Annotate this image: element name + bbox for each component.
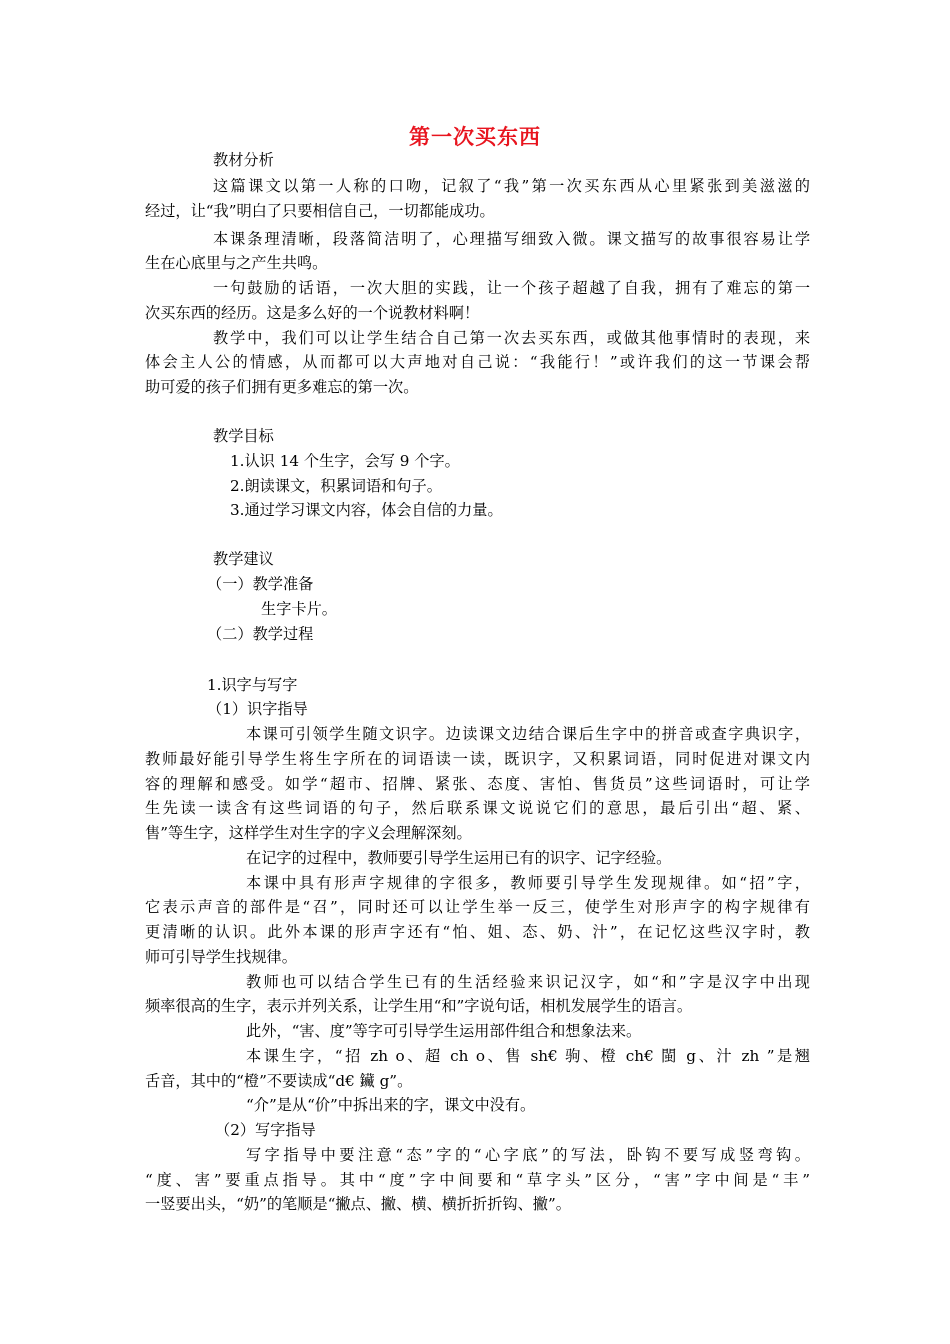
text-line: 教材分析 [213,151,274,169]
text-line: 本课条理清晰，段落简洁明了，心理描写细致入微。课文描写的故事很容易让学 [213,230,810,248]
text-line: 在记字的过程中，教师要引导学生运用已有的识字、记字经验。 [246,849,672,867]
text-line: 此外，“害、度”等字可引导学生运用部件组合和想象法来。 [246,1022,642,1040]
text-line: 教学目标 [213,427,274,445]
text-line: 2.朗读课文，积累词语和句子。 [230,477,442,495]
text-line: “介”是从“价”中拆出来的字，课文中没有。 [246,1096,536,1114]
text-line: 舌音，其中的“橙”不要读成“d€ 鑶 g”。 [145,1072,413,1090]
text-line: 本课中具有形声字规律的字很多，教师要引导学生发现规律。如“招”字， [246,874,810,892]
text-line: 这篇课文以第一人称的口吻，记叙了“我”第一次买东西从心里紧张到美滋滋的 [213,177,810,195]
text-line: 本课可引领学生随文识字。边读课文边结合课后生字中的拼音或查字典识字， [246,725,810,743]
text-line: 容的理解和感受。如学“超市、招牌、紧张、态度、害怕、售货员”这些词语时，可让学 [145,775,810,793]
text-line: 3.通过学习课文内容，体会自信的力量。 [230,501,503,519]
text-line: 一句鼓励的话语，一次大胆的实践，让一个孩子超越了自我，拥有了难忘的第一 [213,279,810,297]
text-line: 体会主人公的情感，从而都可以大声地对自己说：“我能行！”或许我们的这一节课会帮 [145,353,810,371]
text-line: 次买东西的经历。这是多么好的一个说教材料啊！ [145,304,480,322]
text-line: 1.认识 14 个生字，会写 9 个字。 [230,452,460,470]
text-line: 教师也可以结合学生已有的生活经验来识记汉字，如“和”字是汉字中出现 [246,973,810,991]
text-line: （一）教学准备 [207,575,314,593]
text-line: “度、害”要重点指导。其中“度”字中间要和“草字头”区分，“害”字中间是“丰” [145,1171,810,1189]
text-line: 售”等生字，这样学生对生字的字义会理解深刻。 [145,824,472,842]
text-line: 本课生字，“招 zh o、超 ch o、售 sh€ 驹、橙 ch€ 閩 g、汁 zh ”是翘 [246,1047,810,1065]
text-line: 教师最好能引导学生将生字所在的词语读一读，既识字，又积累词语，同时促进对课文内 [145,750,810,768]
text-line: 生字卡片。 [261,600,337,618]
text-line: （1）识字指导 [207,700,308,718]
text-line: 更清晰的认识。此外本课的形声字还有“怕、姐、态、奶、汁”，在记忆这些汉字时，教 [145,923,810,941]
text-line: 1.识字与写字 [207,676,298,694]
text-line: 教学建议 [213,550,274,568]
document-title: 第一次买东西 [409,125,541,149]
text-line: 助可爱的孩子们拥有更多难忘的第一次。 [145,378,419,396]
text-line: （二）教学过程 [207,625,314,643]
text-line: 它表示声音的部件是“召”，同时还可以让学生举一反三，使学生对形声字的构字规律有 [145,898,810,916]
text-line: 写字指导中要注意“态”字的“心字底”的写法，卧钩不要写成竖弯钩。 [246,1146,810,1164]
text-line: （2）写字指导 [215,1121,316,1139]
text-line: 经过，让“我”明白了只要相信自己，一切都能成功。 [145,202,495,220]
text-line: 频率很高的生字，表示并列关系，让学生用“和”字说句话，相机发展学生的语言。 [145,997,693,1015]
text-line: 教学中，我们可以让学生结合自己第一次去买东西，或做其他事情时的表现，来 [213,329,810,347]
text-line: 生在心底里与之产生共鸣。 [145,254,328,272]
text-line: 生先读一读含有这些词语的句子，然后联系课文说说它们的意思，最后引出“超、紧、 [145,799,810,817]
text-line: 师可引导学生找规律。 [145,948,297,966]
text-line: 一竖要出头，“奶”的笔顺是“撇点、撇、横、横折折折钩、撇”。 [145,1195,571,1213]
